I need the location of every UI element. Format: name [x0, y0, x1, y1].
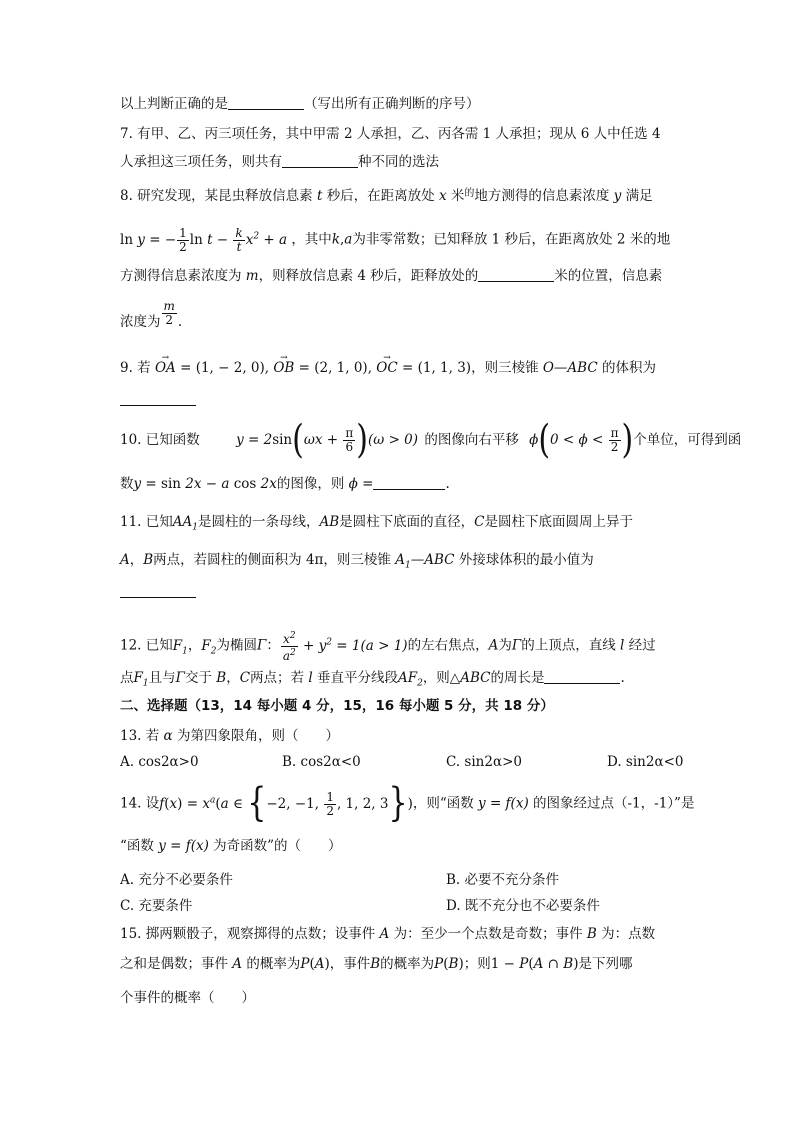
answer-blank [478, 267, 554, 282]
q12-ellipse: $\frac{x^2}{a^2}$ + $y^2 = 1(a > 1)$ [282, 630, 408, 663]
q9-line1: 9. 若 → OA = (1, − 2, 0), → OB = (2, 1, 0), → OC = (1, 1, 3)，则三棱锥 O—ABC 的体积为 [120, 358, 656, 378]
q12-line2: 点$F_1$且与Γ交于 B，C两点；若 l 垂直平分线段$AF_2$，则△ABC的周长是 . [120, 670, 625, 689]
q14-option-c: C. 充要条件 [120, 898, 193, 914]
prev-answer-line: 以上判断正确的是 （写出所有正确判断的序号） [120, 96, 480, 112]
q13-option-d: D. sin2α<0 [607, 754, 684, 770]
q10-line1: 10. 已知函数 y = 2sin(ωx + $\frac{\pi}{6}$ )(ω > 0) 的图像向右平移 ϕ(0 < ϕ < $\frac{\pi}{2}$ )个单位，可得到函 [120, 417, 742, 463]
q15-line1: 15. 掷两颗骰子，观察掷得的点数；设事件 A 为：至少一个点数是奇数；事件 B 为：点数 [120, 926, 656, 942]
q7-line1: 7. 有甲、乙、丙三项任务，其中甲需 2 人承担，乙、丙各需 1 人承担；现从 6 人中任选 4 [120, 126, 661, 142]
answer-blank [120, 583, 196, 598]
q13-stem: 13. 若 α 为第四象限角，则（ ） [120, 728, 339, 744]
q7-line2: 人承担这三项任务，则共有 种不同的选法 [120, 154, 439, 170]
q11-line2: A，B两点，若圆柱的侧面积为 4π，则三棱锥 $A_1—ABC$ 外接球体积的最小值为 [120, 552, 594, 571]
q8-formula: ln y = − $\frac{1}{2}$ ln t − $\frac{k}{t}$ $x^2 + a$ [120, 225, 288, 254]
q14-option-b: B. 必要不充分条件 [446, 872, 560, 888]
q8-line2: ln y = − $\frac{1}{2}$ ln t − $\frac{k}{t}$ $x^2 + a$ ，其中k,a为非零常数；已知释放 1 秒后，在距离放处 2 米的地 [120, 225, 671, 254]
q11-line3 [120, 582, 196, 602]
q10-function: y = 2sin(ωx + $\frac{\pi}{6}$ )(ω > 0) [236, 417, 419, 463]
q14-line2: “函数 y = f(x) 为奇函数”的（ ） [120, 838, 342, 854]
q13-option-c: C. sin2α>0 [446, 754, 522, 770]
q8-line4: 浓度为 $\frac{m}{2}$ . [120, 299, 183, 330]
q15-line2: 之和是偶数；事件 A 的概率为P(A)，事件B的概率为P(B)；则1 − P(A ∩ B)是下列哪 [120, 956, 633, 972]
q14-line1: 14. 设$f(x) = x^a(a$ ∈ {−2, −1, $\frac{1}{2}$ , 1, 2, 3})，则“函数 y = f(x) 的图象经过点（-1，-1）”是 [120, 780, 695, 827]
answer-blank [373, 475, 445, 490]
q12-line1: 12. 已知$F_1$，$F_2$为椭圆Γ： $\frac{x^2}{a^2}$ + $y^2 = 1(a > 1)$的左右焦点，A为Γ的上顶点，直线 l 经过 [120, 630, 656, 663]
q11-line1: 11. 已知$AA_1$是圆柱的一条母线，AB是圆柱下底面的直径，C是圆柱下底面圆周上异于 [120, 514, 634, 533]
answer-blank [120, 391, 196, 406]
q14-definition: $f(x) = x^a(a$ ∈ {−2, −1, $\frac{1}{2}$ , 1, 2, 3}) [159, 780, 413, 827]
q13-option-a: A. cos2α>0 [120, 754, 199, 770]
q9-vectors: → OA = (1, − 2, 0), → OB = (2, 1, 0), → OC = (1, 1, 3) [155, 360, 471, 376]
q13-option-b: B. cos2α<0 [282, 754, 361, 770]
answer-blank [282, 153, 358, 168]
answer-blank [544, 669, 620, 684]
q8-line1: 8. 研究发现，某昆虫释放信息素 t 秒后，在距离放处 x 米$^的$地方测得的信息素浓度 y 满足 [120, 188, 653, 204]
q9-line2 [120, 390, 196, 410]
q15-line3: 个事件的概率（ ） [120, 990, 255, 1006]
q14-option-a: A. 充分不必要条件 [120, 872, 233, 888]
answer-blank [228, 95, 304, 110]
section-2-heading: 二、选择题（13，14 每小题 4 分，15，16 每小题 5 分，共 18 分） [120, 698, 554, 714]
q8-line3: 方测得信息素浓度为 m，则释放信息素 4 秒后，距释放处的 米的位置，信息素 [120, 268, 663, 284]
q10-line2: 数y = sin 2x − a cos 2x的图像，则 ϕ = . [120, 476, 450, 492]
q14-option-d: D. 既不充分也不必要条件 [446, 898, 600, 914]
